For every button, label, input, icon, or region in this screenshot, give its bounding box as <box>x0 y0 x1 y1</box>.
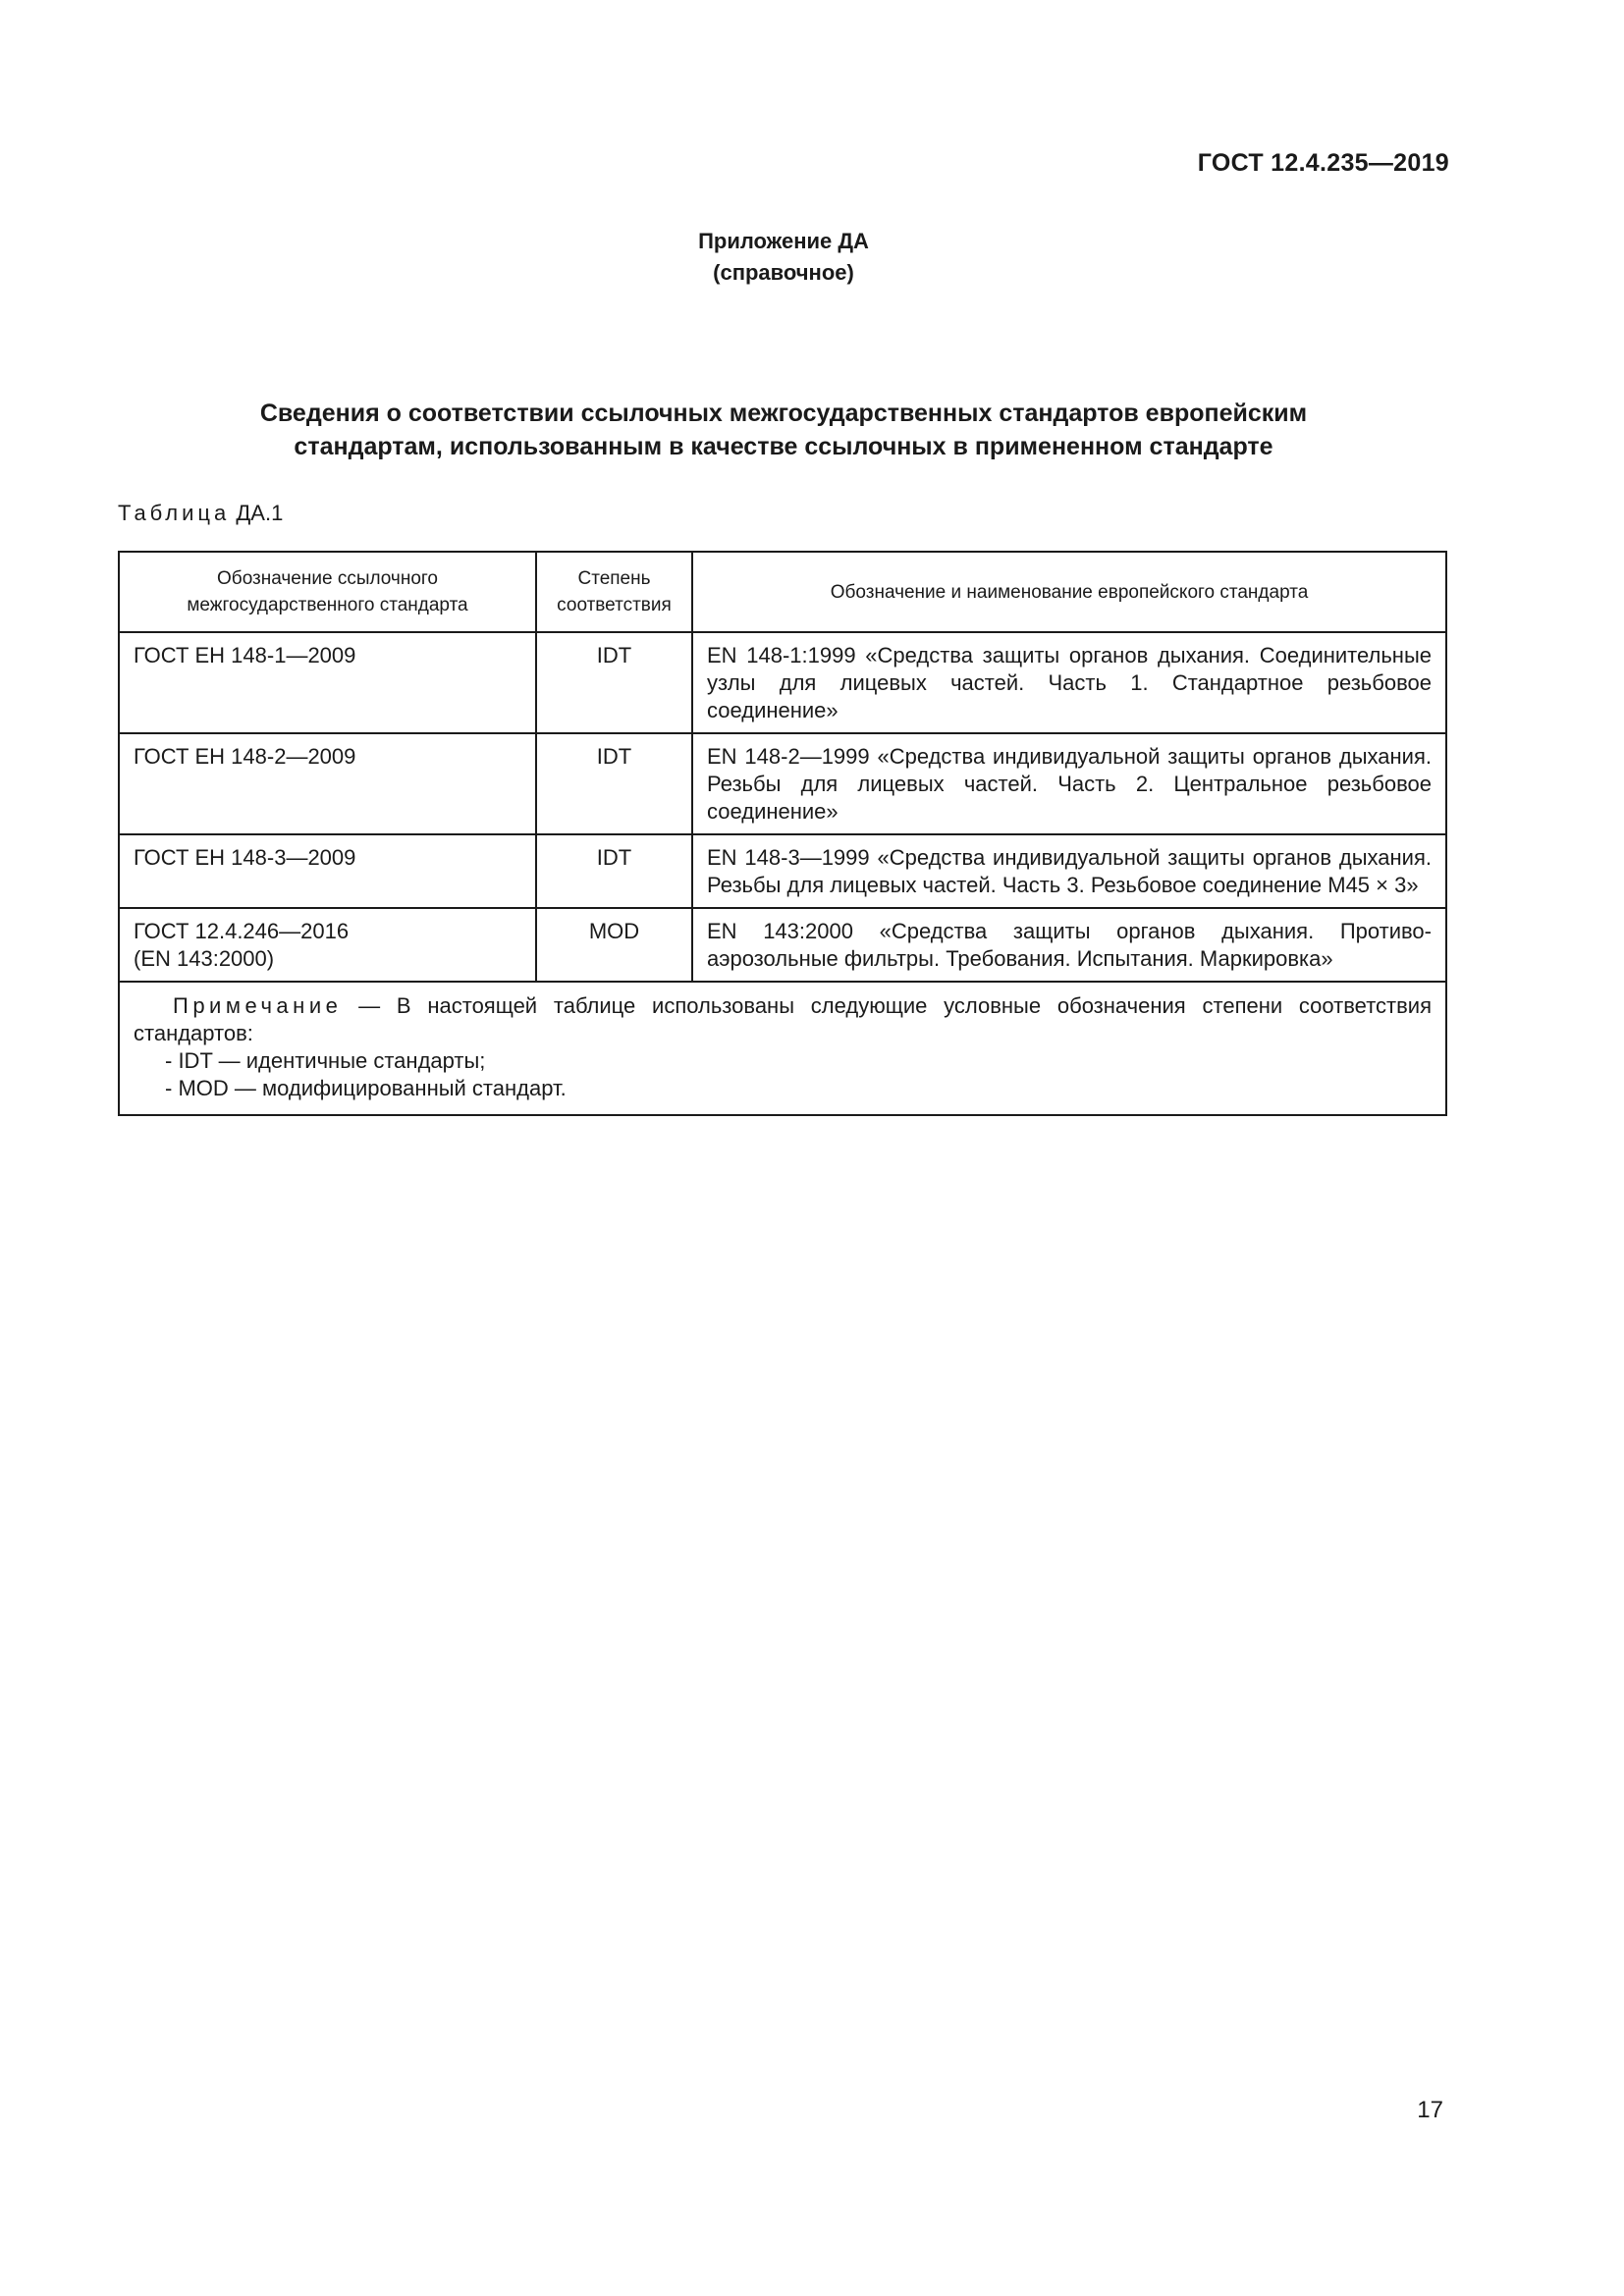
gost-designation: ГОСТ 12.4.246—2016 <box>134 919 350 943</box>
note-text-block <box>134 992 1432 1047</box>
table-note-row <box>119 982 1446 1115</box>
cell-european-standard: EN 148-2—1999 «Средства индивидуальной защиты органов дыхания. Резьбы для лицевых частей. Часть 2. Центральное резьбовое соединение» <box>692 733 1446 834</box>
cell-degree: IDT <box>536 733 692 834</box>
note-item-mod: - MOD — модифицированный стандарт. <box>165 1076 567 1100</box>
document-code: ГОСТ 12.4.235—2019 <box>1197 149 1449 177</box>
table-caption <box>118 501 283 526</box>
table-row <box>119 733 1446 834</box>
header-degree-line-2: соответствия <box>557 595 672 615</box>
gost-designation-extra: (EN 143:2000) <box>134 946 275 971</box>
cell-gost <box>119 834 536 908</box>
cell-gost <box>119 733 536 834</box>
header-degree <box>536 552 692 632</box>
cell-european-standard: EN 148-1:1999 «Средства защиты органов дыхания. Соединительные узлы для лицевых частей. Часть 1. Стандартное резьбовое соединение» <box>692 632 1446 733</box>
cell-degree: IDT <box>536 834 692 908</box>
note-item-idt: - IDT — идентичные стандарты; <box>165 1048 486 1073</box>
gost-designation: ГОСТ ЕН 148-1—2009 <box>134 643 356 667</box>
cell-degree: MOD <box>536 908 692 982</box>
header-degree-line-1: Степень <box>577 568 651 589</box>
appendix-subtitle: (справочное) <box>713 260 854 285</box>
cell-european-standard: EN 148-3—1999 «Средства индивидуальной защиты органов дыхания. Резьбы для лицевых частей. Часть 3. Резьбовое соединение М45 × 3» <box>692 834 1446 908</box>
table-note <box>119 982 1446 1115</box>
cell-gost <box>119 632 536 733</box>
table-row <box>119 632 1446 733</box>
appendix-title: Приложение ДА <box>698 229 869 253</box>
table-row <box>119 908 1446 982</box>
table-header-row <box>119 552 1446 632</box>
section-heading-line-2: стандартам, использованным в качестве ссылочных в примененном стандарте <box>294 433 1273 460</box>
cell-european-standard: EN 143:2000 «Средства защиты органов дыхания. Противоаэрозольные фильтры. Требования. Испытания. Маркировка» <box>692 908 1446 982</box>
header-european-standard: Обозначение и наименование европейского стандарта <box>692 552 1446 632</box>
note-text: — В настоящей таблице использованы следующие условные обозначения степени соответствия стандартов: <box>134 993 1432 1045</box>
gost-designation: ГОСТ ЕН 148-2—2009 <box>134 744 356 769</box>
table-caption-label: Таблица <box>118 501 231 525</box>
table-caption-number: ДА.1 <box>236 501 284 525</box>
gost-designation: ГОСТ ЕН 148-3—2009 <box>134 845 356 870</box>
header-gost-designation <box>119 552 536 632</box>
header-gost-line-1: Обозначение ссылочного <box>217 568 438 589</box>
note-label: Примечание <box>173 993 343 1018</box>
cell-degree: IDT <box>536 632 692 733</box>
section-heading-line-1: Сведения о соответствии ссылочных межгосударственных стандартов европейским <box>259 400 1308 427</box>
appendix-title-block <box>0 226 1567 289</box>
standards-table <box>118 551 1447 1116</box>
page-number: 17 <box>1417 2097 1443 2123</box>
table-row <box>119 834 1446 908</box>
section-heading <box>0 397 1567 463</box>
header-gost-line-2: межгосударственного стандарта <box>187 595 468 615</box>
cell-gost <box>119 908 536 982</box>
